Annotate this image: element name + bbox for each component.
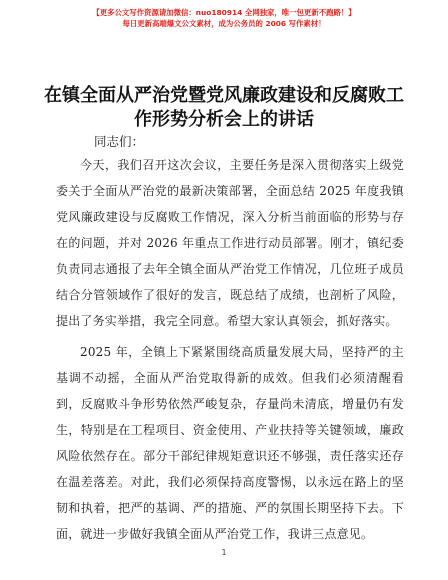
promo-banner-line-2: 每日更新高端爆文公文素材，成为公务员的 2006 写作素材！ xyxy=(122,19,326,28)
body-paragraph-1: 今天，我们召开这次会议，主要任务是深入贯彻落实上级党委关于全面从严治党的最新决策部署，全面总结 2025 年度我镇党风廉政建设与反腐败工作情况，深入分析当前面临的形势与存在的问题，并对 2026 年重点工作进行动员部署。刚才，镇纪委负责同志通报了去年全镇全面从严治党工作情况，几位班子成员结合分管领域作了很好的发言，既总结了成绩，也剖析了风险，提出了务实举措，我完全同意。希望大家认真领会，抓好落实。 xyxy=(56,158,404,328)
body-paragraph-2: 2025 年，全镇上下紧紧围绕高质量发展大局，坚持严的主基调不动摇，全面从严治党取得新的成效。但我们必须清醒看到，反腐败斗争形势依然严峻复杂，存量尚未清底，增量仍有发生，特别是在工程项目、资金使用、产业扶持等关键领域，廉政风险依然存在。部分干部纪律规矩意识还不够强，责任落实还存在温差落差。对此，我们必须保持高度警惕，以永远在路上的坚韧和执着，把严的基调、严的措施、严的氛围长期坚持下去。下面，就进一步做好我镇全面从严治党工作，我讲三点意见。 xyxy=(56,345,404,541)
promo-banner xyxy=(0,7,448,29)
greeting: 同志们： xyxy=(94,134,145,149)
promo-banner-line-1: 【更多公文写作资源请加微信：nuo180914 全网独家，唯一包更新不跑路！】 xyxy=(92,8,356,17)
document-title: 在镇全面从严治党暨党风廉政建设和反腐败工作形势分析会上的讲话 xyxy=(44,85,404,130)
page-number: 1 xyxy=(221,548,227,557)
